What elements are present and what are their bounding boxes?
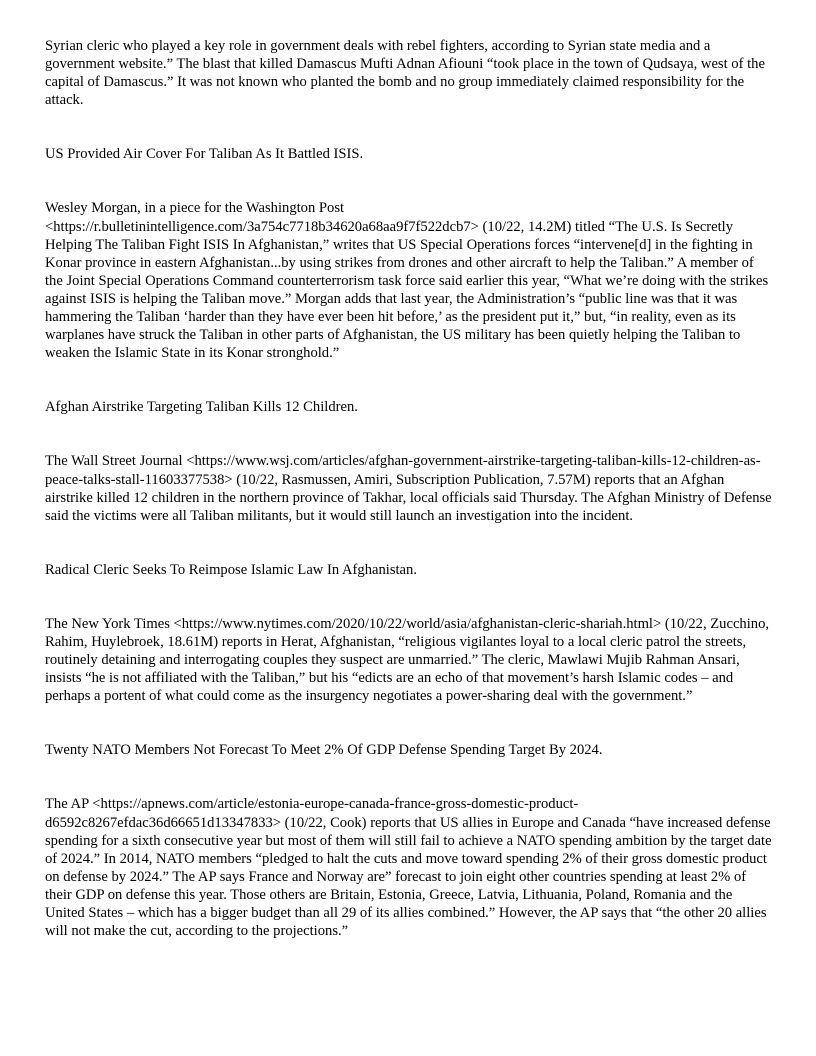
paragraph-wall-street-journal: The Wall Street Journal <https://www.wsj.com/articles/afghan-government-airstrike-targeting-taliban-kills-12-children-as-peace-talks-stall-11603377538> (10/22, Rasmussen, Amiri, Subscription Publication, 7.57M) reports that an Afghan airstrike killed 12 children in the northern province of Takhar, local officials said Thursday. The Afghan Ministry of Defense said the victims were all Taliban militants, but it would still launch an investigation into the incident.: [45, 453, 772, 524]
headline-us-air-cover: US Provided Air Cover For Taliban As It Battled ISIS.: [45, 146, 364, 163]
paragraph-washington-post: Wesley Morgan, in a piece for the Washington Post <https://r.bulletinintelligence.com/3a754c7718b34620a68aa9f7f522dcb7> (10/22, 14.2M) titled “The U.S. Is Secretly Helping The Taliban Fight ISIS In Afghanistan,” writes that US Special Operations forces “intervene[d] in the fighting in Konar province in eastern Afghanistan...by using strikes from drones and other aircraft to help the Taliban.” A member of the Joint Special Operations Command counterterrorism task force said earlier this year, “What we’re doing with the strikes against ISIS is helping the Taliban move.” Morgan adds that last year, the Administration’s “public line was that it was hammering the Taliban ‘harder than they have ever been hit before,’ as the president put it,” but, “in reality, even as its warplanes have struck the Taliban in other parts of Afghanistan, the US military has been quietly helping the Taliban to weaken the Islamic State in its Konar stronghold.”: [45, 200, 769, 362]
headline-afghan-airstrike: Afghan Airstrike Targeting Taliban Kills 12 Children.: [45, 399, 358, 416]
headline-nato-spending: Twenty NATO Members Not Forecast To Meet 2% Of GDP Defense Spending Target By 2024.: [45, 742, 603, 759]
paragraph-ap: The AP <https://apnews.com/article/estonia-europe-canada-france-gross-domestic-product-d6592c8267efdac36d66651d13347833> (10/22, Cook) reports that US allies in Europe and Canada “have increased defense spending for a sixth consecutive year but most of them will still fail to achieve a NATO spending ambition by the target date of 2024.” In 2014, NATO members “pledged to halt the cuts and move toward spending 2% of their gross domestic product on defense by 2024.” The AP says France and Norway are” forecast to join eight other countries spending at least 2% of their GDP on defense this year. Those others are Britain, Estonia, Greece, Latvia, Lithuania, Poland, Romania and the United States – which has a bigger budget than all 29 of its allies combined.” However, the AP says that “the other 20 allies will not make the cut, according to the projections.”: [45, 796, 772, 940]
headline-radical-cleric: Radical Cleric Seeks To Reimpose Islamic Law In Afghanistan.: [45, 561, 417, 578]
document-page: [45, 37, 775, 940]
paragraph-syrian-cleric: Syrian cleric who played a key role in government deals with rebel fighters, according to Syrian state media and a government website.” The blast that killed Damascus Mufti Adnan Afiouni “took place in the town of Qudsaya, west of the capital of Damascus.” It was not known who planted the bomb and no group immediately claimed responsibility for the attack.: [45, 38, 765, 109]
paragraph-new-york-times: The New York Times <https://www.nytimes.com/2020/10/22/world/asia/afghanistan-cleric-shariah.html> (10/22, Zucchino, Rahim, Huylebroek, 18.61M) reports in Herat, Afghanistan, “religious vigilantes loyal to a local cleric patrol the streets, routinely detaining and interrogating couples they suspect are unmarried.” The cleric, Mawlawi Mujib Rahman Ansari, insists “he is not affiliated with the Taliban,” but his “edicts are an echo of that movement’s harsh Islamic codes – and perhaps a portent of what could come as the insurgency negotiates a power-sharing deal with the government.”: [45, 615, 770, 705]
